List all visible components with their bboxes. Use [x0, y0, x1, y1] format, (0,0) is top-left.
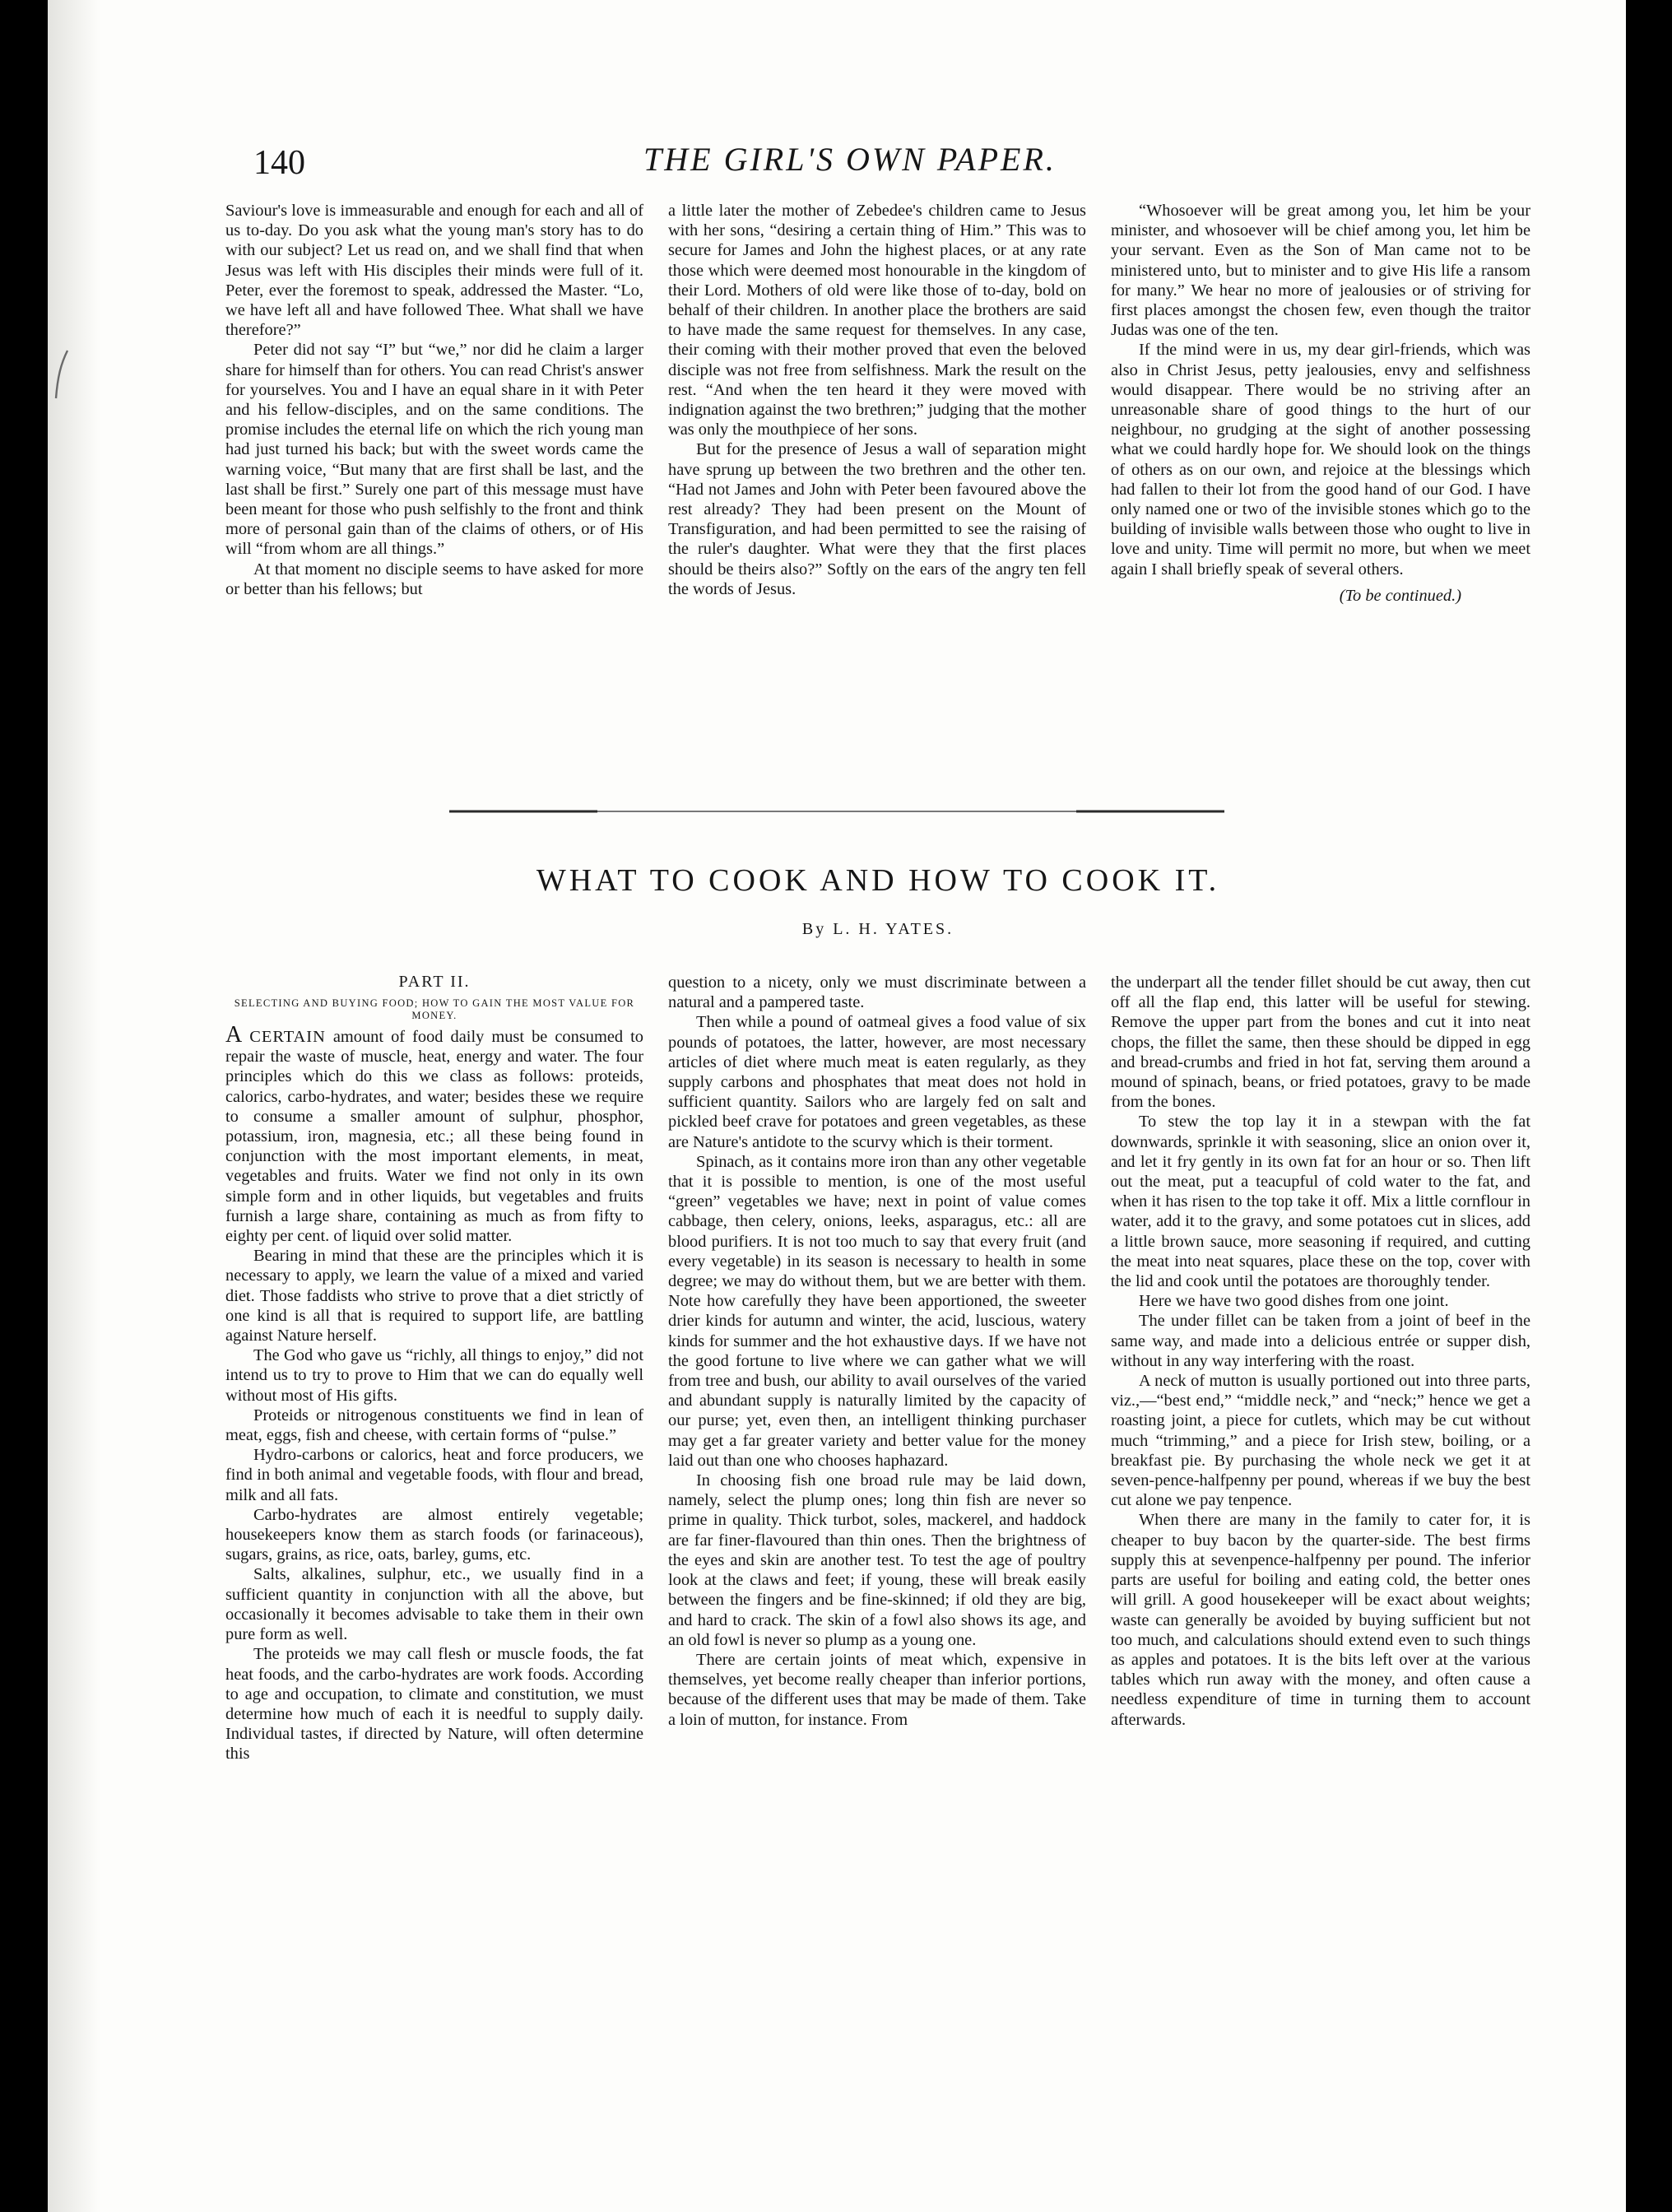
- drop-capital: A: [225, 1022, 243, 1048]
- section-subheading: SELECTING AND BUYING FOOD; HOW TO GAIN THE MOST VALUE FOR MONEY.: [234, 997, 635, 1021]
- paragraph: a little later the mother of Zebedee's children came to Jesus with her sons, “desiring a certain thing of Him.” This was to secure for James and John the highest places, or at any rate those which were deemed most honourable in the kingdom of their Lord. Mothers of old were like those of to-day, bold on behalf of their children. In another place the brothers are said to have made the same request for themselves. In any case, their coming with their mother proved that even the beloved disciple was not free from selfishness. Mark the result on the rest. “And when the ten heard it they were moved with indignation against the two brethren;” judging that the mother was only the mouthpiece of her sons.: [668, 202, 1086, 439]
- opening-paragraph: [225, 1022, 643, 1246]
- paragraph: If the mind were in us, my dear girl-friends, which was also in Christ Jesus, petty jealousies, envy and selfishness would disappear. There would be no striving after an unreasonable share of good things to the hurt of our neighbour, no grudging at the sight of another possessing what we could hardly hope for. We should look on the things of others as on our own, and rejoice at the blessings which had fallen to their lot from the good hand of our God. I have only named one or two of the invisible stones which go to the building of invisible walls between those who ought to live in love and unity. Time will permit no more, but when we meet again I shall briefly speak of several others.: [1111, 341, 1530, 579]
- paragraph: The proteids we may call flesh or muscle foods, the fat heat foods, and the carbo-hydrates are work foods. According to age and occupation, to climate and constitution, we must determine how much of each it is needful to supply daily. Individual tastes, if directed by Nature, will often determine this: [225, 1645, 643, 1764]
- running-title: THE GIRL'S OWN PAPER.: [643, 141, 1057, 178]
- page-number: 140: [253, 144, 305, 182]
- page-header: [253, 140, 1132, 189]
- article1-column-3: [1111, 201, 1530, 606]
- paragraph: There are certain joints of meat which, expensive in themselves, yet become really cheaper than inferior portions, because of the different uses that may be made of them. Take a loin of mutton, for instance. From: [668, 1650, 1086, 1729]
- magazine-page: [48, 0, 1626, 2212]
- scan-edge: [48, 0, 100, 2212]
- paragraph: A neck of mutton is usually portioned out into three parts, viz.,—“best end,” “middle neck,” and “neck;” hence we get a roasting joint, a piece for cutlets, which may be cut without much “trimming,” and a piece for Irish stew, boiling, or a breakfast pie. By purchasing the whole neck we get it at seven-pence-halfpenny per pound, whereas if we buy the best cut alone we pay tenpence.: [1111, 1372, 1530, 1510]
- section-divider: [449, 808, 1224, 815]
- paragraph: Proteids or nitrogenous constituents we find in lean of meat, eggs, fish and cheese, with certain forms of “pulse.”: [225, 1406, 643, 1445]
- paragraph: Saviour's love is immeasurable and enough for each and all of us to-day. Do you ask what the young man's story has to do with our subject? Let us read on, and we shall find that when Jesus was left with His disciples their minds were full of it. Peter, ever the foremost to speak, addressed the Master. “Lo, we have left all and have followed Thee. What shall we have therefore?”: [225, 202, 643, 340]
- paragraph: When there are many in the family to cater for, it is cheaper to buy bacon by the quarter-side. The best firms supply this at sevenpence-halfpenny per pound. The inferior parts are useful for boiling and eating cold, the better ones will grill. A good housekeeper will be exact about weights; waste can generally be avoided by buying sufficient but not too much, and calculations should extend even to such things as apples and potatoes. It is the bits left over at the various tables which run away with the money, and often cause a needless expenditure of time in turning them to account afterwards.: [1111, 1511, 1530, 1729]
- paragraph: question to a nicety, only we must discriminate between a natural and a pampered taste.: [668, 974, 1086, 1012]
- opening-text: amount of food daily must be consumed to repair the waste of muscle, heat, energy and water. The four principles which do this we class as follows: proteids, calorics, carbo-hydrates, and water; besides these we require to consume a smaller amount of sulphur, phosphor, potassium, iron, magnesia, etc.; all these being found in conjunction with the most important elements, in meat, vegetables and fruits. Water we find not only in its own simple form and in other liquids, but vegetables and fruits furnish a large share, containing as much as from fifty to eighty per cent. of liquid over solid matter.: [225, 1028, 643, 1246]
- to-be-continued: (To be continued.): [1339, 586, 1461, 605]
- paragraph: Bearing in mind that these are the principles which it is necessary to apply, we learn the value of a mixed and varied diet. Those faddists who strive to prove that a diet strictly of one kind is all that is required to support life, are battling against Nature herself.: [225, 1247, 643, 1345]
- article2-column-2: [668, 973, 1086, 1730]
- paragraph: The under fillet can be taken from a joint of beef in the same way, and made into a delicious entrée or supper dish, without in any way interfering with the roast.: [1111, 1312, 1530, 1370]
- paragraph: Here we have two good dishes from one joint.: [1139, 1292, 1449, 1311]
- article2-column-1: [225, 1022, 643, 1764]
- article2-column-3: [1111, 973, 1530, 1730]
- paragraph: The God who gave us “richly, all things to enjoy,” did not intend us to try to prove to Him that we can do equally well without most of His gifts.: [225, 1346, 643, 1405]
- paragraph: “Whosoever will be great among you, let him be your minister, and whosoever will be chief among you, let him be your servant. Even as the Son of Man came not to be ministered unto, but to minister and to give His life a ransom for many.” We hear no more of jealousies or of striving for first places amongst the chosen few, even though the traitor Judas was one of the ten.: [1111, 202, 1530, 340]
- opening-small-caps: CERTAIN: [249, 1028, 326, 1046]
- paragraph: the underpart all the tender fillet should be cut away, then cut off all the flap end, this latter will be useful for stewing. Remove the upper part from the bones and cut it into neat chops, the fillet the same, then these should be dipped in egg and bread-crumbs and fried in hot fat, serving them around a mound of spinach, beans, or fried potatoes, gravy to be made from the bones.: [1111, 974, 1530, 1112]
- paragraph: At that moment no disciple seems to have asked for more or better than his fellows; but: [225, 560, 643, 598]
- ink-smudge-mark: [53, 349, 72, 400]
- article1-column-2: [668, 201, 1086, 599]
- paragraph: Peter did not say “I” but “we,” nor did he claim a larger share for himself than for others. You can read Christ's answer for yourselves. You and I have an equal share in it with Peter and his fellow-disciples, and on the same conditions. The promise includes the eternal life on which the rich young man had just turned his back; but with the sweet words came the warning voice, “But many that are first shall be last, and the last shall be first.” Surely one part of this message must have been meant for those who push selfishly to the front and think more of personal gain than of the claims of others, or of His will “from whom are all things.”: [225, 341, 643, 559]
- paragraph: But for the presence of Jesus a wall of separation might have sprung up between the two brethren and the other ten. “Had not James and John with Peter been favoured above the rest already? They had been present on the Mount of Transfiguration, and had been permitted to see the raising of the ruler's daughter. What were they that the first places should be theirs also?” Softly on the ears of the angry ten fell the words of Jesus.: [668, 440, 1086, 598]
- article1-column-1: [225, 201, 643, 599]
- article-title: WHAT TO COOK AND HOW TO COOK IT.: [536, 863, 1220, 898]
- paragraph: Salts, alkalines, sulphur, etc., we usually find in a sufficient quantity in conjunction with all the above, but occasionally it becomes advisable to take them in their own pure form as well.: [225, 1565, 643, 1644]
- paragraph: Hydro-carbons or calorics, heat and force producers, we find in both animal and vegetable foods, with flour and bread, milk and all fats.: [225, 1446, 643, 1504]
- paragraph: In choosing fish one broad rule may be laid down, namely, select the plump ones; long thin fish are never so prime in quality. Thick turbot, soles, mackerel, and haddock are far finer-flavoured than thin ones. Then the brightness of the eyes and skin are another test. To test the age of poultry look at the claws and feet; if young, these will break easily between the fingers and be fine-skinned; if old they are big, and hard to crack. The skin of a fowl also shows its age, and an old fowl is never so plump as a young one.: [668, 1471, 1086, 1649]
- paragraph: Spinach, as it contains more iron than any other vegetable that it is possible to mention, is one of the most useful “green” vegetables we have; next in point of value comes cabbage, then celery, onions, leeks, asparagus, etc.: all are blood purifiers. It is not too much to say that every fruit (and every vegetable) in its season is necessary to health in some degree; we may do without them, but we are better with them. Note how carefully they have been apportioned, the sweeter drier kinds for autumn and winter, the acid, luscious, watery kinds for summer and the hot exhaustive days. If we have not the good fortune to live where we can gather what we will from tree and bush, our ability to avail ourselves of the varied and abundant supply is naturally limited by the capacity of our purse; yet, even then, an intelligent thinking purchaser may get a far greater variety and better value for the money laid out than one who chooses haphazard.: [668, 1152, 1086, 1470]
- article-byline: By L. H. YATES.: [801, 920, 954, 938]
- paragraph: To stew the top lay it in a stewpan with the fat downwards, sprinkle it with seasoning, slice an onion over it, and let it fry gently in its own fat for an hour or so. Then lift out the meat, put a teacupful of cold water to the fat, and when it has risen to the top take it off. Mix a little cornflour in water, add it to the gravy, and some potatoes cut in slices, add a little brown sauce, more seasoning if required, and cutting the meat into neat squares, place these on the top, cover with the lid and cook until the potatoes are thoroughly tender.: [1111, 1113, 1530, 1291]
- paragraph: Carbo-hydrates are almost entirely vegetable; housekeepers know them as starch foods (or farinaceous), sugars, grains, as rice, oats, barley, gums, etc.: [225, 1505, 643, 1564]
- part-heading: PART II.: [398, 973, 471, 991]
- paragraph: Then while a pound of oatmeal gives a food value of six pounds of potatoes, the latter, however, are most necessary articles of diet where much meat is eaten regularly, as they supply carbons and phosphates that meat does not hold in sufficient quantity. Sailors who are largely fed on salt and pickled beef crave for potatoes and green vegetables, as these are Nature's antidote to the scurvy which is their torment.: [668, 1013, 1086, 1151]
